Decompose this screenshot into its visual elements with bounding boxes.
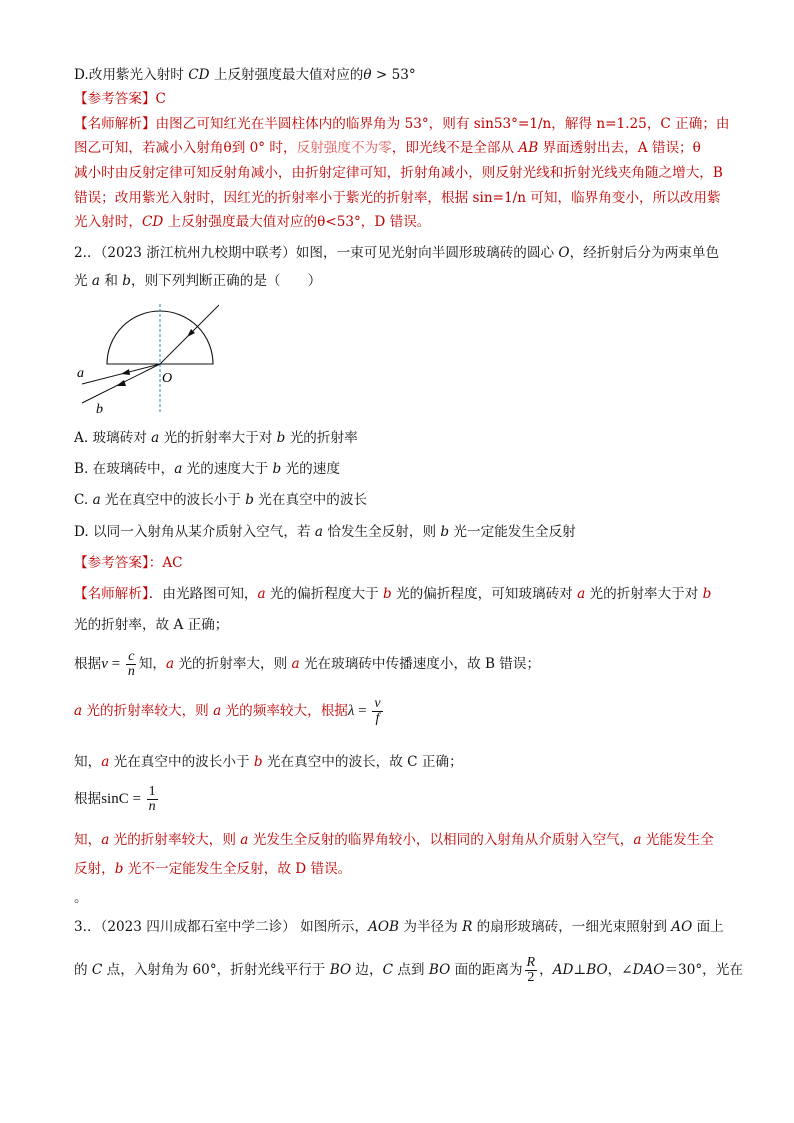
label-a: a [77,366,84,381]
answer-q1: 【参考答案】C [74,91,166,107]
label-b: b [96,402,103,414]
ray-b-arrow [116,380,126,386]
label-o: O [162,371,173,386]
refraction-diagram [74,302,234,414]
ray-a-arrow [121,369,130,375]
answer-q2: 【参考答案】：AC [74,555,183,571]
option-d-q1: D.改用紫光入射时 CD 上反射强度最大值对应的θ > 53° [74,67,416,83]
